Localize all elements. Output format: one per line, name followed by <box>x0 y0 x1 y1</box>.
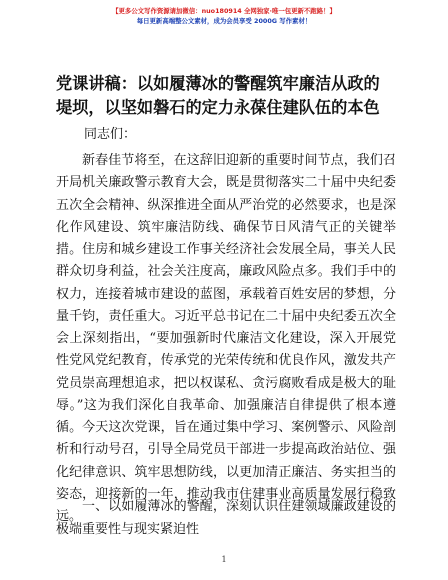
document-title-line-2: 堤坝，以坚如磐石的定力永葆住建队伍的本色 <box>56 98 380 117</box>
document-title <box>56 72 396 120</box>
promo-banner-line-2: 每日更新高端整公文素材，成为会员享受 2000G 写作素材！ <box>136 17 312 25</box>
document-title-line-1: 党课讲稿：以如履薄冰的警醒筑牢廉洁从政的 <box>56 74 380 93</box>
greeting: 同志们： <box>84 127 137 142</box>
body-paragraph: 新春佳节将至，在这辞旧迎新的重要时间节点，我们召开局机关廉政警示教育大会，既是贯彻落实二十届中央纪委五次全会精神、纵深推进全面从严治党的必然要求，也是深化作风建设、筑牢廉洁防线、确保节日风清气正的关键举措。住房和城乡建设工作事关经济社会发展全局，事关人民群众切身利益，社会关注度高，廉政风险点多。我们手中的权力，连接着城市建设的蓝图，承载着百姓安居的梦想，分量千钧，责任重大。习近平总书记在二十届中央纪委五次全会上深刻指出，“要加强新时代廉洁文化建设，深入开展党性党风党纪教育，传承党的光荣传统和优良作风，激发共产党员崇高理想追求，把以权谋私、贪污腐败看成是极大的耻辱。”这为我们深化自我革命、加强廉洁自律提供了根本遵循。今天这次党课，旨在通过集中学习、案例警示、风险剖析和行动号召，引导全局党员干部进一步提高政治站位、强化纪律意识、筑牢思想防线，以更加清正廉洁、务实担当的姿态，迎接新的一年，推动我市住建事业高质量发展行稳致远。 <box>56 153 396 525</box>
section-heading: 一、以如履薄冰的警醒，深刻认识住建领域廉政建设的极端重要性与现实紧迫性 <box>56 499 396 537</box>
page-number: 1 <box>221 555 227 564</box>
promo-banner-line-1: 【更多公文写作资源请加微信：nuo180914 全网独家·唯一包更新不跑路！】 <box>112 7 336 15</box>
promo-banner <box>0 6 448 26</box>
